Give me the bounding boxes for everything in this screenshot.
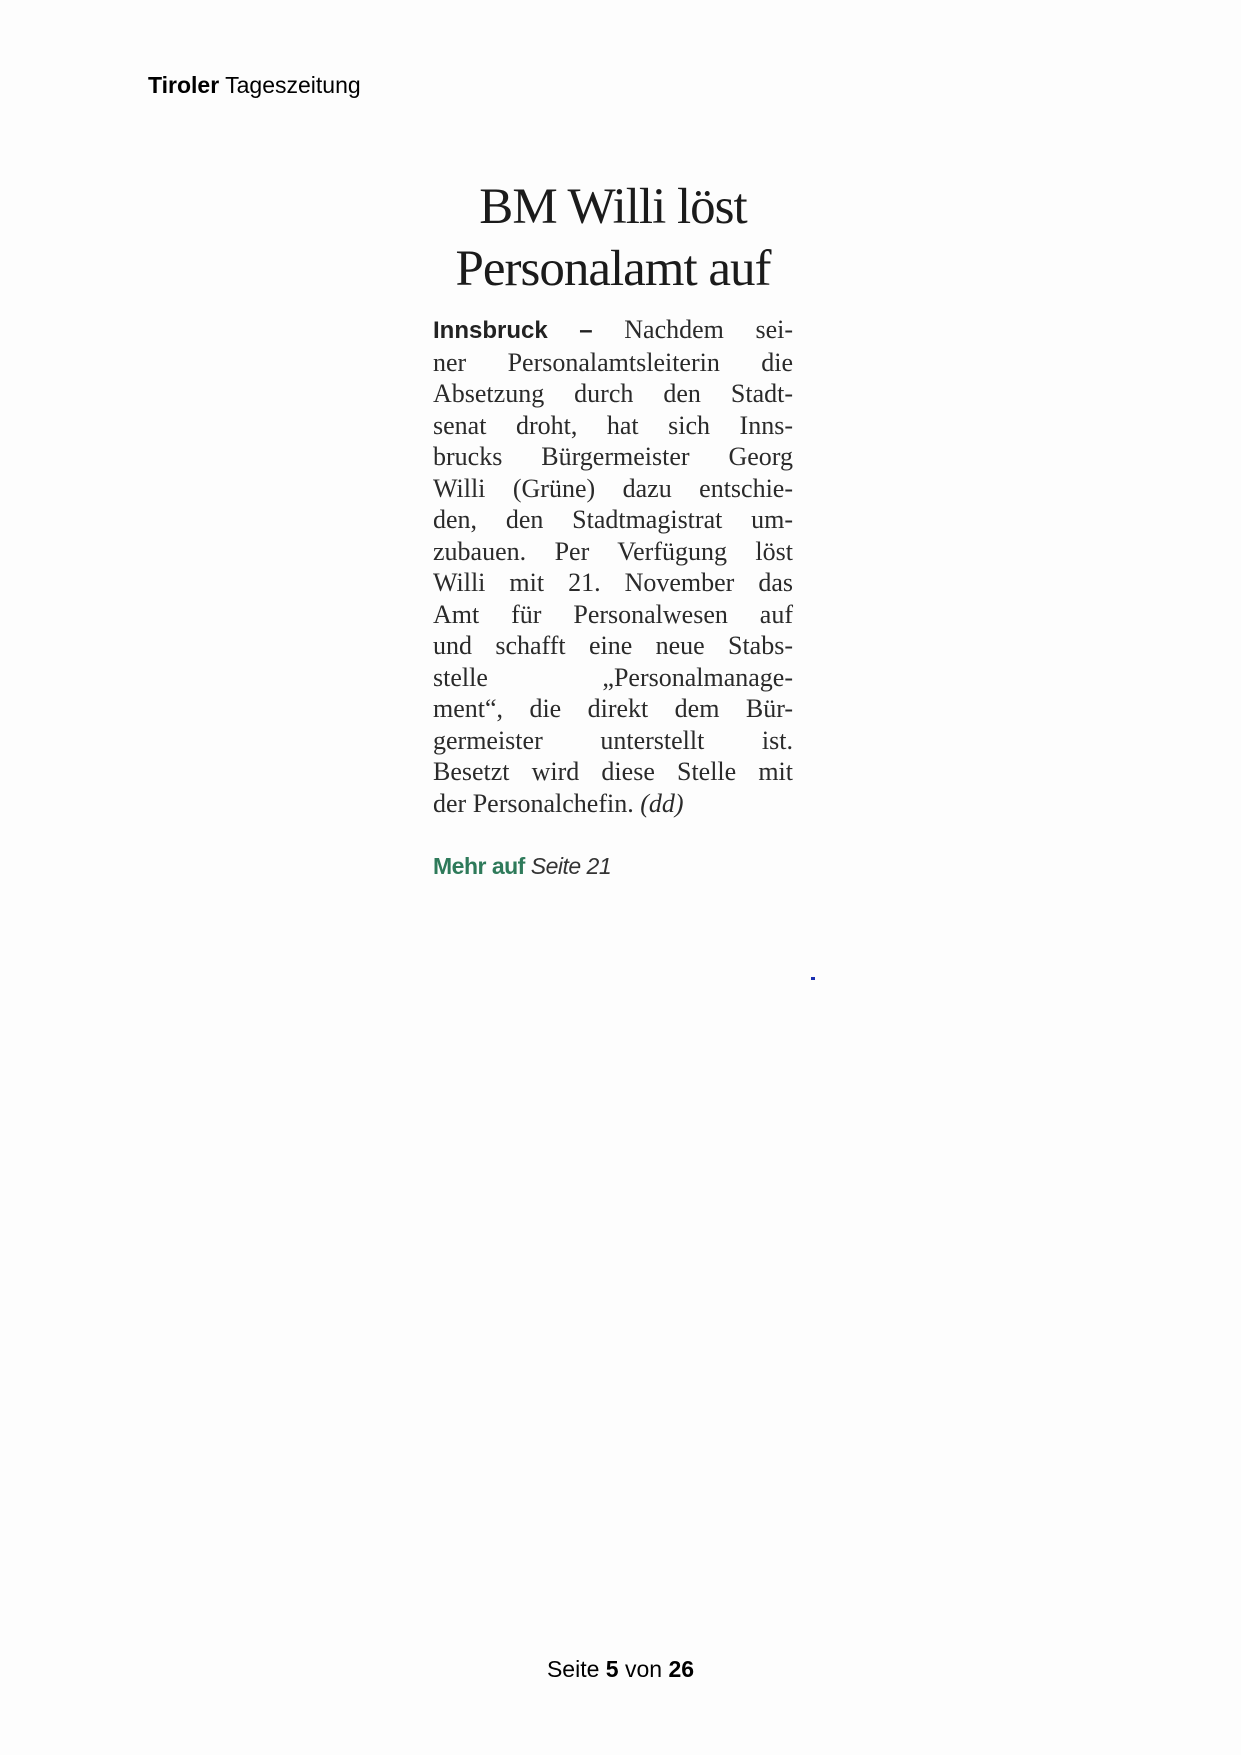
article-line: stelle „Personalmanage- (433, 662, 793, 692)
article-line: senat droht, hat sich Inns- (433, 410, 793, 440)
article-line: brucks Bürgermeister Georg (433, 442, 793, 471)
page-footer (0, 1656, 1241, 1683)
dateline-dash: – (579, 317, 593, 344)
article-line: ner Personalamtsleiterin die (433, 347, 793, 377)
article-line: den, den Stadtmagistrat um- (433, 505, 793, 534)
footer-middle: von (624, 1656, 663, 1682)
author-initials: (dd) (640, 788, 684, 818)
continuation-reference (433, 853, 793, 880)
article-line: zubauen. Per Verfügung löst (433, 536, 793, 566)
dateline: Innsbruck (433, 317, 548, 344)
more-label: Mehr auf (433, 853, 525, 879)
article-line: Amt für Personalwesen auf (433, 599, 793, 629)
article-body (433, 314, 793, 819)
article-line: Willi (Grüne) dazu entschie- (433, 473, 793, 503)
footer-prefix: Seite (546, 1656, 600, 1682)
publication-name-bold: Tiroler (148, 72, 220, 98)
article-headline (433, 176, 793, 300)
article-line: germeister unterstellt ist. (433, 725, 793, 755)
more-page: Seite 21 (530, 853, 612, 879)
publication-name-rest: Tageszeitung (225, 72, 361, 98)
news-clipping (433, 176, 793, 880)
scan-artifact-dot (811, 977, 815, 980)
headline-line-1: BM Willi löst (479, 179, 747, 235)
headline-line-2: Personalamt auf (455, 241, 771, 297)
publication-header (148, 72, 361, 99)
article-line: Absetzung durch den Stadt- (433, 379, 793, 408)
footer-total-pages: 26 (668, 1656, 695, 1682)
article-line: der Personalchefin. (dd) (433, 788, 684, 818)
footer-current-page: 5 (605, 1656, 619, 1682)
article-line: und schafft eine neue Stabs- (433, 631, 793, 660)
article-line: ment“, die direkt dem Bür- (433, 694, 793, 723)
article-line: Besetzt wird diese Stelle mit (433, 757, 793, 786)
article-line: Willi mit 21. November das (433, 568, 793, 597)
article-line: Innsbruck – Nachdem sei- (433, 315, 793, 344)
